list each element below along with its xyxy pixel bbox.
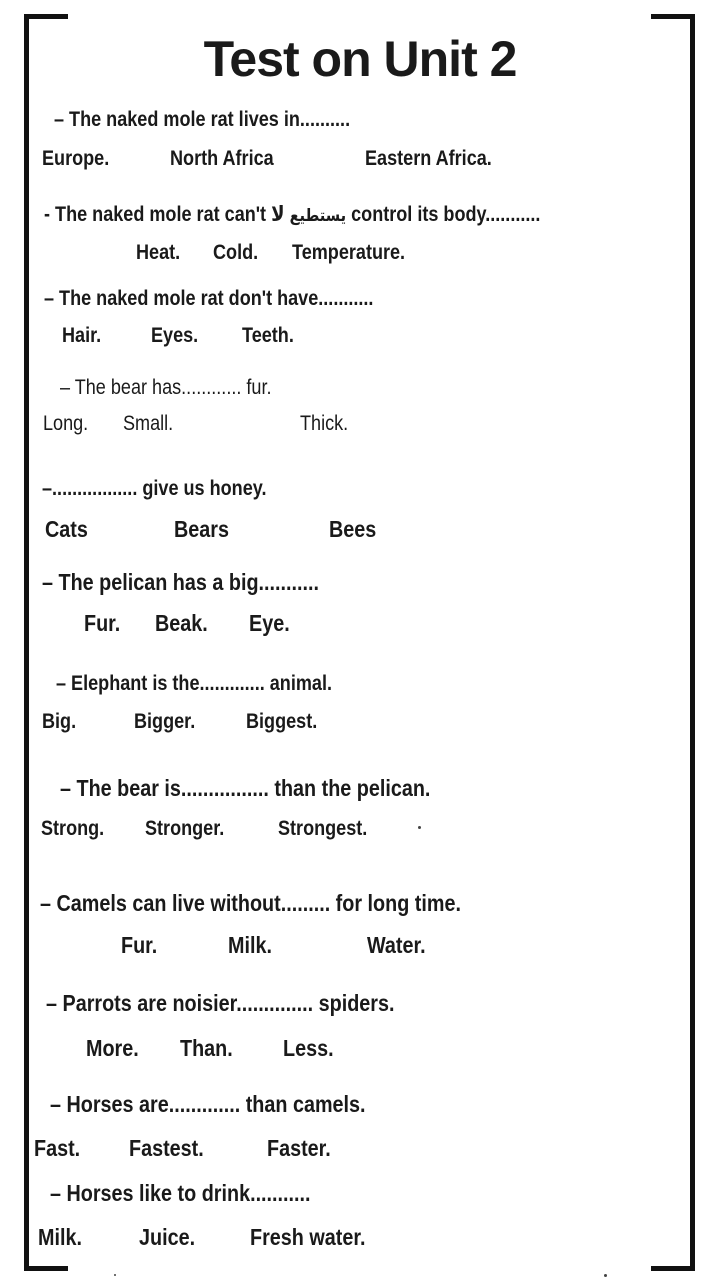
question-1: – The naked mole rat lives in.......... bbox=[54, 108, 351, 131]
q12-option-2: Juice. bbox=[139, 1224, 196, 1250]
q2-option-2: Cold. bbox=[213, 241, 259, 264]
question-4: – The bear has............ fur. bbox=[60, 376, 272, 399]
q5-option-1: Cats bbox=[45, 516, 88, 542]
q12-option-1: Milk. bbox=[38, 1224, 82, 1250]
q6-option-3: Eye. bbox=[249, 610, 290, 636]
q4-option-2: Small. bbox=[123, 412, 174, 435]
question-12: – Horses like to drink........... bbox=[50, 1180, 311, 1206]
q11-option-1: Fast. bbox=[34, 1135, 81, 1161]
frame-corner-bottom-right bbox=[651, 1266, 695, 1271]
q2-option-3: Temperature. bbox=[292, 241, 406, 264]
question-7: – Elephant is the............. animal. bbox=[56, 672, 332, 695]
q8-option-2: Stronger. bbox=[145, 817, 225, 840]
q10-option-3: Less. bbox=[283, 1035, 334, 1061]
q9-option-1: Fur. bbox=[121, 932, 158, 958]
q8-option-3: Strongest. bbox=[278, 817, 368, 840]
q12-option-3: Fresh water. bbox=[250, 1224, 366, 1250]
speck-mark bbox=[418, 826, 421, 829]
q9-option-3: Water. bbox=[367, 932, 426, 958]
page-title: Test on Unit 2 bbox=[203, 31, 517, 87]
question-10: – Parrots are noisier.............. spiders. bbox=[46, 990, 395, 1016]
question-2-suffix: لا control its body........... bbox=[271, 203, 541, 226]
q9-option-2: Milk. bbox=[228, 932, 272, 958]
q4-option-3: Thick. bbox=[300, 412, 349, 435]
speck-mark bbox=[114, 1274, 116, 1276]
frame-corner-top-right bbox=[651, 14, 695, 19]
question-3: – The naked mole rat don't have........... bbox=[44, 287, 374, 310]
question-2 bbox=[44, 202, 540, 229]
question-8: – The bear is................ than the pelican. bbox=[60, 775, 431, 801]
q10-option-2: Than. bbox=[180, 1035, 233, 1061]
q5-option-3: Bees bbox=[329, 516, 377, 542]
q1-option-2: North Africa bbox=[170, 147, 274, 170]
q6-option-1: Fur. bbox=[84, 610, 121, 636]
q3-option-2: Eyes. bbox=[151, 324, 199, 347]
q2-option-1: Heat. bbox=[136, 241, 181, 264]
question-9: – Camels can live without......... for long time. bbox=[40, 890, 461, 916]
question-11: – Horses are............. than camels. bbox=[50, 1091, 366, 1117]
q4-option-1: Long. bbox=[43, 412, 89, 435]
q1-option-3: Eastern Africa. bbox=[365, 147, 492, 170]
q1-option-1: Europe. bbox=[42, 147, 110, 170]
q11-option-3: Faster. bbox=[267, 1135, 331, 1161]
q7-option-3: Biggest. bbox=[246, 710, 318, 733]
speck-mark bbox=[604, 1274, 607, 1277]
q5-option-2: Bears bbox=[174, 516, 229, 542]
q3-option-3: Teeth. bbox=[242, 324, 294, 347]
q3-option-1: Hair. bbox=[62, 324, 102, 347]
question-6: – The pelican has a big........... bbox=[42, 569, 320, 595]
frame-corner-top-left bbox=[24, 14, 68, 19]
frame-right-border bbox=[690, 14, 695, 1270]
q11-option-2: Fastest. bbox=[129, 1135, 204, 1161]
frame-corner-bottom-left bbox=[24, 1266, 68, 1271]
q10-option-1: More. bbox=[86, 1035, 139, 1061]
q6-option-2: Beak. bbox=[155, 610, 208, 636]
q7-option-2: Bigger. bbox=[134, 710, 196, 733]
question-2-arabic-word: يستطيع bbox=[289, 206, 347, 226]
q8-option-1: Strong. bbox=[41, 817, 105, 840]
frame-left-border bbox=[24, 14, 29, 1270]
q7-option-1: Big. bbox=[42, 710, 77, 733]
question-2-prefix: - The naked mole rat can't bbox=[44, 203, 272, 226]
question-5: –................. give us honey. bbox=[42, 477, 267, 500]
